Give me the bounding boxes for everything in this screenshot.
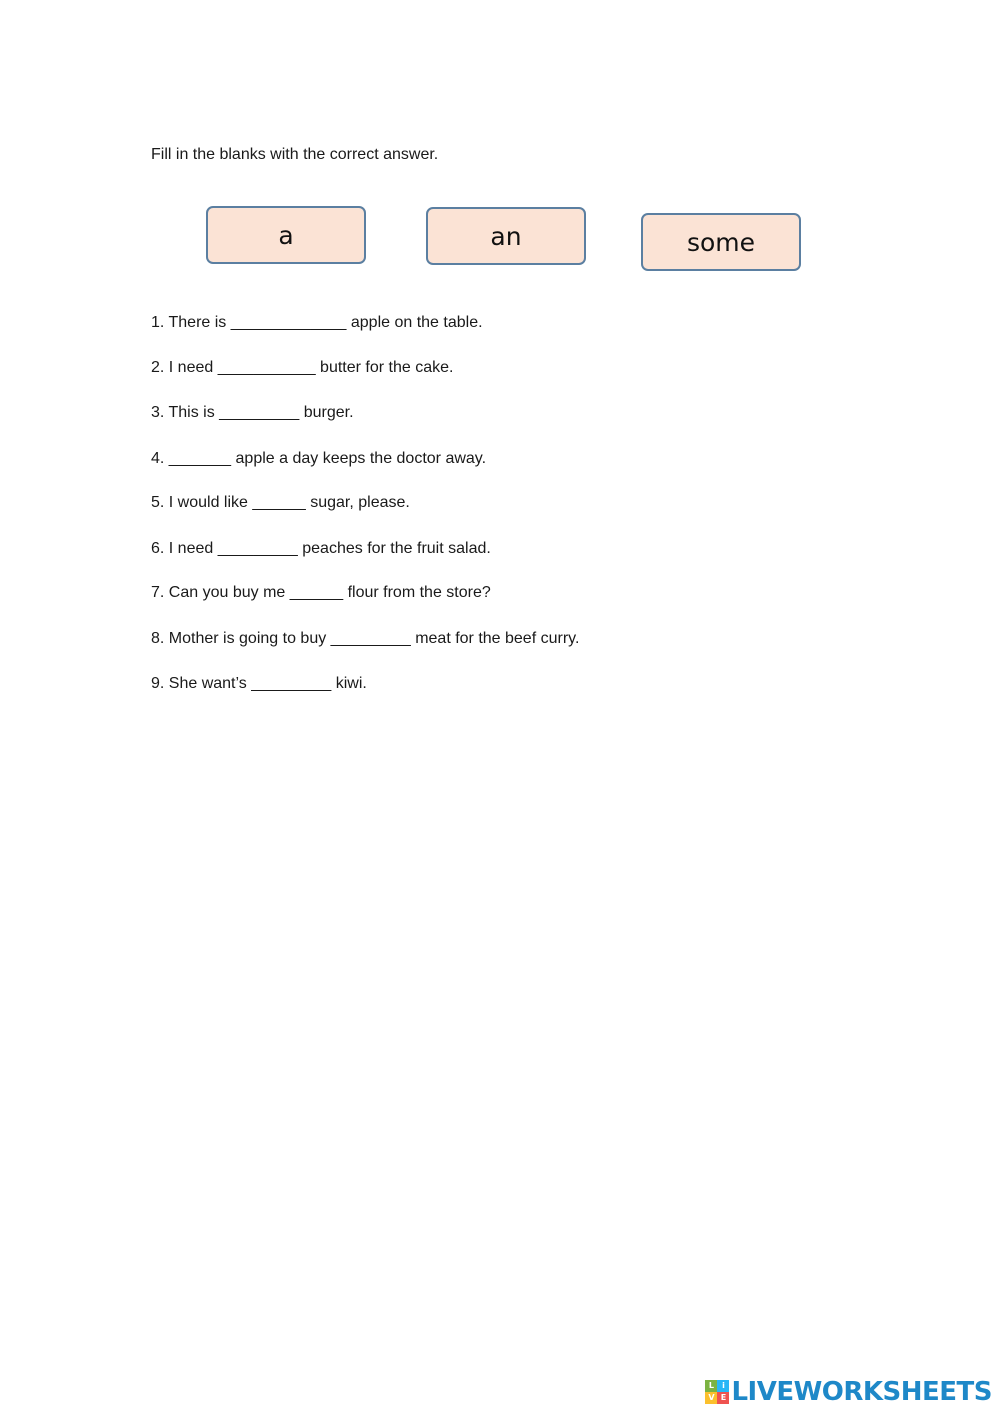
- logo-mark-letter: i: [717, 1380, 729, 1392]
- word-option-a[interactable]: a: [206, 206, 366, 264]
- liveworksheets-logo: [705, 1377, 992, 1407]
- question-1: 1. There is _____________ apple on the table.: [151, 314, 483, 331]
- question-7: 7. Can you buy me ______ flour from the store?: [151, 584, 491, 601]
- liveworksheets-mark-icon: [705, 1380, 729, 1404]
- word-option-some[interactable]: some: [641, 213, 801, 271]
- logo-mark-letter: E: [717, 1392, 729, 1404]
- instruction-text: Fill in the blanks with the correct answer.: [151, 146, 439, 163]
- question-3: 3. This is _________ burger.: [151, 404, 354, 421]
- question-4: 4. _______ apple a day keeps the doctor away.: [151, 450, 487, 467]
- word-option-an[interactable]: an: [426, 207, 586, 265]
- question-2: 2. I need ___________ butter for the cake.: [151, 359, 454, 376]
- question-8: 8. Mother is going to buy _________ meat for the beef curry.: [151, 630, 580, 647]
- brand-name: LIVEWORKSHEETS: [731, 1377, 992, 1407]
- logo-mark-letter: V: [705, 1392, 717, 1404]
- logo-mark-letter: L: [705, 1380, 717, 1392]
- question-5: 5. I would like ______ sugar, please.: [151, 494, 410, 511]
- question-6: 6. I need _________ peaches for the fruit salad.: [151, 540, 491, 557]
- question-9: 9. She want’s _________ kiwi.: [151, 675, 367, 692]
